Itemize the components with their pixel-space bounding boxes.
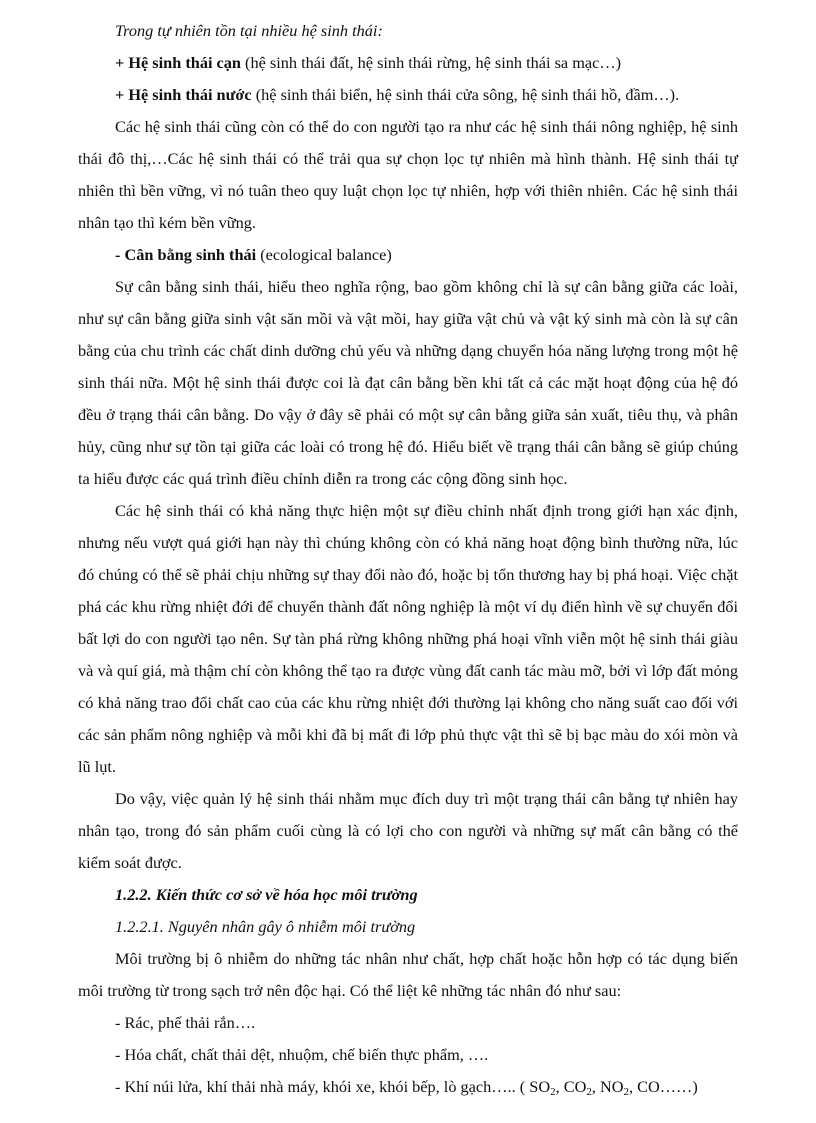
- aquatic-examples: (hệ sinh thái biển, hệ sinh thái cửa sông, hệ sinh thái hồ, đầm…).: [251, 85, 680, 104]
- terrestrial-examples: (hệ sinh thái đất, hệ sinh thái rừng, hệ sinh thái sa mạc…): [240, 53, 622, 72]
- balance-definition-paragraph: Sự cân bằng sinh thái, hiểu theo nghĩa rộng, bao gồm không chỉ là sự cân bằng giữa các loài, như sự cân bằng giữa sinh vật săn mồi và vật mồi, hay giữa vật chủ và vật ký sinh mà còn là sự cân bằng của chu trình các chất dinh dưỡng chủ yếu và những dạng chuyển hóa năng lượng trong một hệ sinh thái nữa. Một hệ sinh thái được coi là đạt cân bằng bền khi tất cả các mặt hoạt động của hệ đó đều ở trạng thái cân bằng. Do vậy ở đây sẽ phải có một sự cân bằng giữa sản xuất, tiêu thụ, và phân hủy, cũng như sự tồn tại giữa các loài có trong hệ đó. Hiểu biết về trạng thái cân bằng sẽ giúp chúng ta hiểu được các quá trình điều chỉnh diễn ra trong các cộng đồng sinh học.: [78, 277, 738, 488]
- ecological-balance-heading: [78, 239, 738, 271]
- intro-line: Trong tự nhiên tồn tại nhiều hệ sinh thái:: [115, 21, 383, 40]
- ecosystem-management-paragraph: Do vậy, việc quản lý hệ sinh thái nhằm mục đích duy trì một trạng thái cân bằng tự nhiên hay nhân tạo, trong đó sản phẩm cuối cùng là có lợi cho con người và những sự mất cân bằng có thể kiểm soát được.: [78, 789, 738, 872]
- list-item-gases: - Khí núi lửa, khí thải nhà máy, khói xe, khói bếp, lò gạch….. ( $SO_2$, $CO_2$, $NO_2$, CO……): [115, 1077, 698, 1098]
- terrestrial-ecosystem-item: [78, 47, 738, 79]
- ecological-balance-english: (ecological balance): [256, 245, 392, 264]
- co2-formula: $CO_2$: [563, 1077, 592, 1098]
- terrestrial-label: + Hệ sinh thái cạn: [115, 53, 241, 72]
- list-item-solid-waste: - Rác, phế thải rắn….: [115, 1013, 256, 1032]
- aquatic-ecosystem-item: [78, 79, 738, 111]
- regulation-limits-paragraph: Các hệ sinh thái có khả năng thực hiện một sự điều chỉnh nhất định trong giới hạn xác định, nhưng nếu vượt quá giới hạn này thì chúng không còn có khả năng hoạt động bình thường nữa, lúc đó chúng có thể sẽ phải chịu những sự thay đổi nào đó, hoặc bị tổn thương hay bị phá hoại. Việc chặt phá các khu rừng nhiệt đới để chuyển thành đất nông nghiệp là một ví dụ điển hình về sự chuyển đổi bất lợi do con người tạo nên. Sự tàn phá rừng không những phá hoại vĩnh viễn một hệ sinh thái giàu và và quí giá, mà thậm chí còn không thể tạo ra được vùng đất canh tác màu mỡ, bởi vì lớp đất mỏng có khả năng trao đổi chất cao của các khu rừng nhiệt đới thường lại không cho năng suất cao đối với các sản phẩm nông nghiệp và mỗi khi đã bị mất đi lớp phủ thực vật thì sẽ bị bạc màu do xói mòn và lũ lụt.: [78, 501, 738, 776]
- artificial-ecosystem-paragraph: Các hệ sinh thái cũng còn có thể do con người tạo ra như các hệ sinh thái nông nghiệp, hệ sinh thái đô thị,…Các hệ sinh thái có thể trải qua sự chọn lọc tự nhiên mà hình thành. Hệ sinh thái tự nhiên thì bền vững, vì nó tuân theo quy luật chọn lọc tự nhiên, hợp với thiên nhiên. Các hệ sinh thái nhân tạo thì kém bền vững.: [78, 117, 738, 232]
- pollution-causes-paragraph: Môi trường bị ô nhiễm do những tác nhân như chất, hợp chất hoặc hỗn hợp có tác dụng biến môi trường từ trong sạch trở nên độc hại. Có thể liệt kê những tác nhân đó như sau:: [78, 949, 738, 1000]
- section-heading: 1.2.2. Kiến thức cơ sở về hóa học môi trường: [115, 885, 418, 904]
- aquatic-label: + Hệ sinh thái nước: [115, 85, 252, 104]
- ecological-balance-label: - Cân bằng sinh thái: [115, 245, 257, 264]
- so2-formula: $SO_2$: [529, 1077, 556, 1098]
- list-item-chemicals: - Hóa chất, chất thải dệt, nhuộm, chế biến thực phẩm, ….: [115, 1045, 489, 1064]
- subsection-heading: 1.2.2.1. Nguyên nhân gây ô nhiễm môi trường: [115, 917, 416, 936]
- no2-formula: $NO_2$: [600, 1077, 630, 1098]
